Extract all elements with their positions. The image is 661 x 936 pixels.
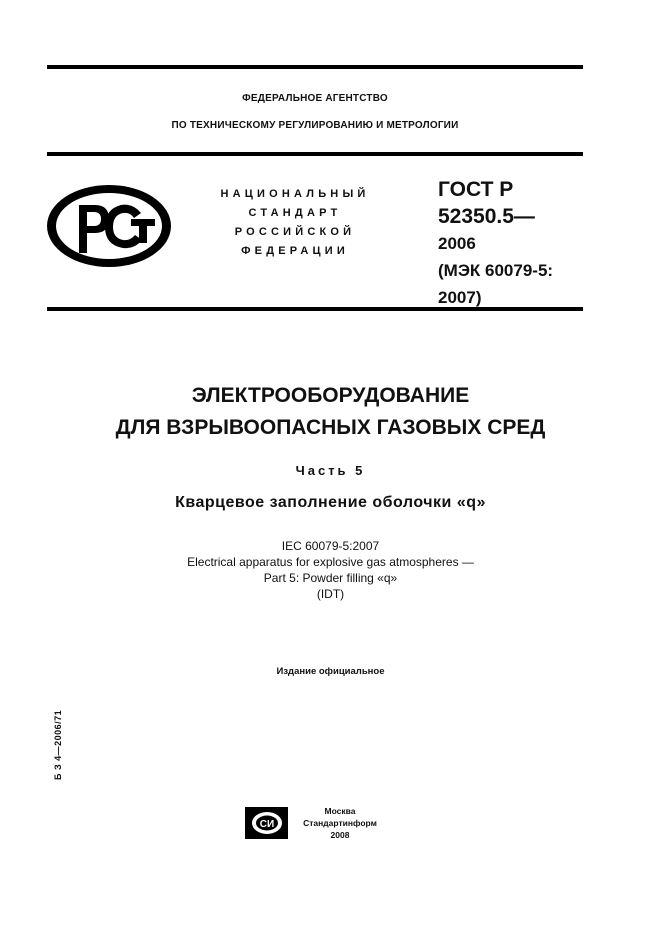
gost-line: ГОСТ Р — [438, 178, 514, 201]
agency-line-1: ФЕДЕРАЛЬНОЕ АГЕНТСТВО — [242, 93, 388, 104]
title-line-1: ЭЛЕКТРООБОРУДОВАНИЕ — [191, 384, 470, 407]
agency-line-2: ПО ТЕХНИЧЕСКОМУ РЕГУЛИРОВАНИЮ И МЕТРОЛОГИИ — [171, 120, 459, 131]
gost-line: 2006 — [438, 234, 476, 253]
gost-line: 52350.5— — [438, 205, 535, 228]
part-label: Часть 5 — [295, 463, 366, 478]
national-line: ФЕДЕРАЦИИ — [241, 245, 349, 257]
title-line-2: ДЛЯ ВЗРЫВООПАСНЫХ ГАЗОВЫХ СРЕД — [115, 416, 546, 439]
gost-number — [438, 176, 588, 311]
iec-line: Part 5: Powder filling «q» — [263, 571, 398, 585]
edition-label: Издание официальное — [276, 666, 385, 677]
publisher-year: 2008 — [330, 830, 350, 840]
national-line: НАЦИОНАЛЬНЫЙ — [220, 188, 370, 200]
publisher-logo-icon — [245, 807, 288, 839]
iec-line: Electrical apparatus for explosive gas atmospheres — — [187, 555, 474, 569]
gost-line: 2007) — [438, 288, 482, 307]
national-line: РОССИЙСКОЙ — [234, 226, 356, 238]
publisher-info — [290, 805, 390, 841]
iec-reference — [0, 538, 661, 602]
publisher-city: Москва — [324, 806, 356, 816]
iec-line: IEC 60079-5:2007 — [281, 539, 380, 553]
top-rule — [47, 65, 583, 69]
national-standard-label — [200, 185, 390, 261]
header-rule — [47, 152, 583, 156]
iec-line: (IDT) — [316, 587, 345, 601]
document-title — [0, 380, 661, 444]
gost-line: (МЭК 60079-5: — [438, 261, 554, 280]
publisher-logo-text: СИ — [259, 819, 275, 830]
side-code-text: Б З 4—2006/71 — [53, 709, 63, 780]
subtitle: Кварцевое заполнение оболочки «q» — [175, 494, 486, 511]
gost-logo-icon — [45, 183, 173, 269]
publisher-name: Стандартинформ — [303, 818, 377, 828]
block-rule — [47, 307, 583, 311]
national-line: СТАНДАРТ — [248, 207, 342, 219]
